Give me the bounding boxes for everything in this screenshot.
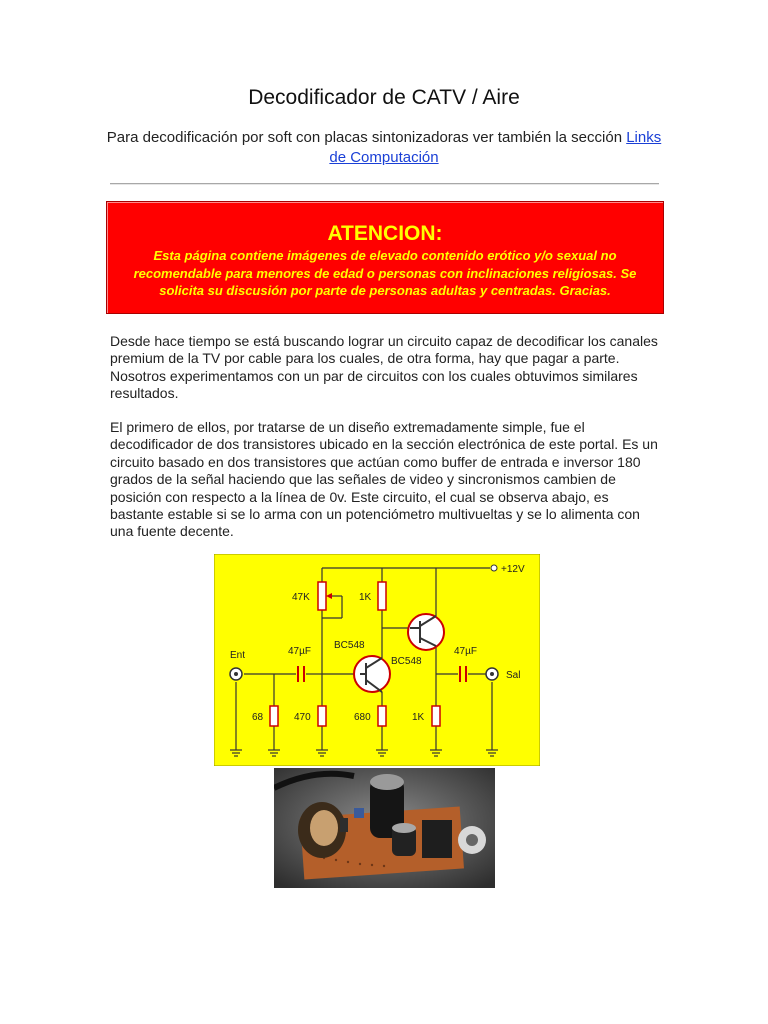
label-output: Sal xyxy=(506,670,521,681)
label-r-bias: 470 xyxy=(294,712,311,723)
label-r-input: 68 xyxy=(252,712,264,723)
label-transistor-2: BC548 xyxy=(391,656,422,667)
warning-box xyxy=(106,201,664,314)
label-cap-in: 47µF xyxy=(288,646,311,657)
label-r-collector: 1K xyxy=(359,592,372,603)
label-r-emitter: 680 xyxy=(354,712,371,723)
label-pot: 47K xyxy=(292,592,310,603)
page-title: Decodificador de CATV / Aire xyxy=(248,86,520,109)
warning-body: Esta página contiene imágenes de elevado contenido erótico y/o sexual no recomendable para menores de edad o personas con inclinaciones religiosas. Se solicita su discusión por parte de personas adultas y centradas. Gracias. xyxy=(133,248,637,298)
circuit-photo xyxy=(274,768,495,888)
links-computacion-link[interactable]: Links de Computación xyxy=(329,129,662,166)
horizontal-divider xyxy=(110,183,659,185)
label-cap-out: 47µF xyxy=(454,646,477,657)
paragraph-intro: Desde hace tiempo se está buscando lograr un circuito capaz de decodificar los canales premium de la TV por cable para los cuales, de otra forma, hay que pagar a parte. Nosotros experimentamos con un par de circuitos con los cuales obtuvimos similares resultados. xyxy=(110,333,658,402)
paragraph-circuit-description: El primero de ellos, por tratarse de un diseño extremadamente simple, fue el decodificador de dos transistores ubicado en la sección electrónica de este portal. Es un circuito basado en dos transistores que actúan como buffer de entrada e inversor 180 grados de la señal haciendo que las señales de video y sincronismos cambien de posición con respecto a la línea de 0v. Este circuito, el cual se observa abajo, es bastante estable si se lo arma con un potenciómetro multivueltas y se lo alimenta con una fuente decente. xyxy=(110,419,658,540)
label-r-output: 1K xyxy=(412,712,425,723)
label-transistor-1: BC548 xyxy=(334,640,365,651)
label-supply: +12V xyxy=(501,564,525,575)
label-input: Ent xyxy=(230,650,246,661)
circuit-diagram xyxy=(214,554,540,766)
intro-subtitle xyxy=(100,128,668,168)
warning-title: ATENCION: xyxy=(327,222,443,245)
subtitle-text: Para decodificación por soft con placas sintonizadoras ver también la sección xyxy=(106,129,623,146)
